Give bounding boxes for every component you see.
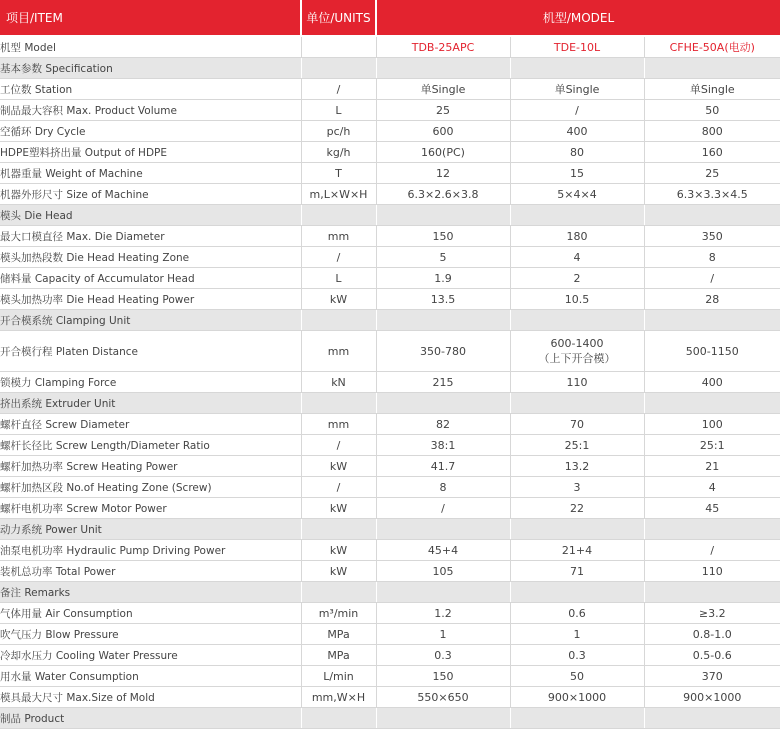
- table-row: [0, 435, 780, 456]
- row-label: 螺杆加热区段 No.of Heating Zone (Screw): [0, 477, 301, 498]
- value-cell: 10.5: [510, 289, 644, 310]
- row-label: 螺杆直径 Screw Diameter: [0, 414, 301, 435]
- section-title: 开合模系统 Clamping Unit: [0, 310, 301, 331]
- value-cell: 25:1: [644, 435, 780, 456]
- value-cell: 13.2: [510, 456, 644, 477]
- empty-cell: [301, 310, 376, 331]
- table-row: [0, 268, 780, 289]
- value-line: 600-1400: [550, 337, 604, 350]
- value-cell: 6.3×3.3×4.5: [644, 184, 780, 205]
- value-cell: 105: [376, 561, 510, 582]
- unit-cell: kW: [301, 289, 376, 310]
- unit-cell: kN: [301, 372, 376, 393]
- row-label: 最大口模直径 Max. Die Diameter: [0, 226, 301, 247]
- value-cell: 1: [376, 624, 510, 645]
- row-label: 气体用量 Air Consumption: [0, 603, 301, 624]
- row-label: HDPE塑料挤出量 Output of HDPE: [0, 142, 301, 163]
- row-label: 螺杆长径比 Screw Length/Diameter Ratio: [0, 435, 301, 456]
- section-row: [0, 58, 780, 79]
- value-cell: 22: [510, 498, 644, 519]
- value-cell: 1.2: [376, 603, 510, 624]
- unit-cell: L/min: [301, 666, 376, 687]
- empty-cell: [376, 58, 510, 79]
- value-cell: 6.3×2.6×3.8: [376, 184, 510, 205]
- unit-cell: mm,W×H: [301, 687, 376, 708]
- empty-cell: [510, 393, 644, 414]
- table-row: [0, 414, 780, 435]
- value-cell: ≥3.2: [644, 603, 780, 624]
- empty-cell: [376, 205, 510, 226]
- value-cell: 550×650: [376, 687, 510, 708]
- section-row: [0, 582, 780, 603]
- value-cell: /: [644, 268, 780, 289]
- table-row: [0, 79, 780, 100]
- empty-cell: [644, 708, 780, 729]
- table-row: [0, 247, 780, 268]
- value-cell: 3: [510, 477, 644, 498]
- section-row: [0, 519, 780, 540]
- model-row: [0, 36, 780, 58]
- value-cell: 41.7: [376, 456, 510, 477]
- unit-cell: /: [301, 477, 376, 498]
- section-row: [0, 708, 780, 729]
- empty-cell: [510, 519, 644, 540]
- value-cell: 0.3: [376, 645, 510, 666]
- value-cell: 900×1000: [510, 687, 644, 708]
- table-row: [0, 561, 780, 582]
- die-rows: [0, 226, 780, 310]
- empty-cell: [644, 582, 780, 603]
- value-cell: /: [644, 540, 780, 561]
- row-label: 制品最大容积 Max. Product Volume: [0, 100, 301, 121]
- empty-cell: [510, 582, 644, 603]
- value-cell: 5×4×4: [510, 184, 644, 205]
- unit-cell: kW: [301, 561, 376, 582]
- value-cell: 0.6: [510, 603, 644, 624]
- value-cell: 50: [644, 100, 780, 121]
- value-cell: 38:1: [376, 435, 510, 456]
- table-row: [0, 687, 780, 708]
- unit-cell: pc/h: [301, 121, 376, 142]
- value-cell: 370: [644, 666, 780, 687]
- header-row: [0, 0, 780, 36]
- row-label: 模具最大尺寸 Max.Size of Mold: [0, 687, 301, 708]
- value-cell: 21: [644, 456, 780, 477]
- value-cell: 160(PC): [376, 142, 510, 163]
- value-cell: 500-1150: [644, 331, 780, 372]
- value-cell: 600: [376, 121, 510, 142]
- section-title: 动力系统 Power Unit: [0, 519, 301, 540]
- value-cell: 350-780: [376, 331, 510, 372]
- table-row: [0, 142, 780, 163]
- value-cell: 900×1000: [644, 687, 780, 708]
- section-row: [0, 310, 780, 331]
- table-row: [0, 645, 780, 666]
- value-cell: 50: [510, 666, 644, 687]
- unit-cell: L: [301, 100, 376, 121]
- value-cell: 150: [376, 226, 510, 247]
- table-row: [0, 603, 780, 624]
- table-row: [0, 121, 780, 142]
- section-title: 基本参数 Specification: [0, 58, 301, 79]
- table-row: [0, 624, 780, 645]
- value-cell: 2: [510, 268, 644, 289]
- value-cell: 8: [376, 477, 510, 498]
- value-cell: 1.9: [376, 268, 510, 289]
- section-title: 制品 Product: [0, 708, 301, 729]
- unit-cell: m,L×W×H: [301, 184, 376, 205]
- empty-cell: [376, 310, 510, 331]
- row-label: 油泵电机功率 Hydraulic Pump Driving Power: [0, 540, 301, 561]
- table-row: [0, 456, 780, 477]
- value-cell: 100: [644, 414, 780, 435]
- unit-cell: kg/h: [301, 142, 376, 163]
- row-label: 装机总功率 Total Power: [0, 561, 301, 582]
- empty-cell: [376, 708, 510, 729]
- unit-cell: mm: [301, 226, 376, 247]
- empty-cell: [510, 58, 644, 79]
- value-cell: 82: [376, 414, 510, 435]
- remarks-rows: [0, 603, 780, 708]
- unit-cell: kW: [301, 498, 376, 519]
- value-cell: 0.5-0.6: [644, 645, 780, 666]
- row-label: 锁模力 Clamping Force: [0, 372, 301, 393]
- empty-cell: [301, 58, 376, 79]
- table-row: [0, 477, 780, 498]
- section-title: 备注 Remarks: [0, 582, 301, 603]
- model-name: TDE-10L: [510, 36, 644, 58]
- unit-cell: L: [301, 268, 376, 289]
- row-label: 机器外形尺寸 Size of Machine: [0, 184, 301, 205]
- value-cell: 80: [510, 142, 644, 163]
- empty-cell: [301, 519, 376, 540]
- section-row: [0, 205, 780, 226]
- unit-cell: /: [301, 435, 376, 456]
- value-cell: 400: [644, 372, 780, 393]
- value-cell: 12: [376, 163, 510, 184]
- empty-cell: [510, 310, 644, 331]
- value-cell: 0.8-1.0: [644, 624, 780, 645]
- unit-cell: /: [301, 247, 376, 268]
- empty-cell: [510, 205, 644, 226]
- value-cell: 180: [510, 226, 644, 247]
- value-cell: 15: [510, 163, 644, 184]
- empty-cell: [644, 310, 780, 331]
- value-cell: 4: [510, 247, 644, 268]
- spec-rows: [0, 79, 780, 205]
- unit-cell: /: [301, 79, 376, 100]
- value-cell: 25: [644, 163, 780, 184]
- empty-cell: [644, 519, 780, 540]
- extruder-rows: [0, 414, 780, 519]
- row-label: 螺杆电机功率 Screw Motor Power: [0, 498, 301, 519]
- empty-cell: [301, 708, 376, 729]
- value-cell: 160: [644, 142, 780, 163]
- value-cell: 4: [644, 477, 780, 498]
- value-cell: 70: [510, 414, 644, 435]
- empty-cell: [510, 708, 644, 729]
- unit-cell: mm: [301, 414, 376, 435]
- value-cell: 215: [376, 372, 510, 393]
- model-name: CFHE-50A(电动): [644, 36, 780, 58]
- model-name: TDB-25APC: [376, 36, 510, 58]
- value-cell: 1: [510, 624, 644, 645]
- empty-cell: [301, 582, 376, 603]
- unit-cell: kW: [301, 540, 376, 561]
- value-cell: /: [376, 498, 510, 519]
- unit-cell: T: [301, 163, 376, 184]
- value-cell: 单Single: [510, 79, 644, 100]
- value-cell: 8: [644, 247, 780, 268]
- value-cell: 110: [510, 372, 644, 393]
- row-label: 机器重量 Weight of Machine: [0, 163, 301, 184]
- empty-cell: [644, 393, 780, 414]
- value-cell: [510, 331, 644, 372]
- empty-cell: [376, 519, 510, 540]
- table-row: [0, 163, 780, 184]
- power-rows: [0, 540, 780, 582]
- row-label: 机型 Model: [0, 36, 301, 58]
- table-row: [0, 184, 780, 205]
- row-label: 空循环 Dry Cycle: [0, 121, 301, 142]
- value-cell: 350: [644, 226, 780, 247]
- value-cell: 13.5: [376, 289, 510, 310]
- table-row: [0, 289, 780, 310]
- value-cell: 0.3: [510, 645, 644, 666]
- empty-cell: [376, 582, 510, 603]
- table-row: [0, 372, 780, 393]
- header-item: 项目/ITEM: [0, 0, 301, 36]
- row-label: 冷却水压力 Cooling Water Pressure: [0, 645, 301, 666]
- value-cell: 45+4: [376, 540, 510, 561]
- table-row: [0, 666, 780, 687]
- value-subline: （上下开合模）: [538, 352, 616, 365]
- empty-cell: [644, 205, 780, 226]
- unit-cell: m³/min: [301, 603, 376, 624]
- value-cell: 5: [376, 247, 510, 268]
- row-label: 模头加热段数 Die Head Heating Zone: [0, 247, 301, 268]
- row-label: 螺杆加热功率 Screw Heating Power: [0, 456, 301, 477]
- value-cell: 400: [510, 121, 644, 142]
- value-cell: 800: [644, 121, 780, 142]
- section-row: [0, 393, 780, 414]
- value-cell: 45: [644, 498, 780, 519]
- row-label: 开合模行程 Platen Distance: [0, 331, 301, 372]
- row-label: 储料量 Capacity of Accumulator Head: [0, 268, 301, 289]
- row-label: 模头加热功率 Die Head Heating Power: [0, 289, 301, 310]
- header-model: 机型/MODEL: [376, 0, 780, 36]
- clamp-rows: [0, 372, 780, 393]
- empty-cell: [301, 205, 376, 226]
- unit-cell: MPa: [301, 645, 376, 666]
- table-row: [0, 540, 780, 561]
- row-label: 吹气压力 Blow Pressure: [0, 624, 301, 645]
- value-cell: 25: [376, 100, 510, 121]
- table-row: [0, 331, 780, 372]
- unit-cell: kW: [301, 456, 376, 477]
- row-label: 工位数 Station: [0, 79, 301, 100]
- unit-cell: mm: [301, 331, 376, 372]
- table-row: [0, 226, 780, 247]
- row-label: 用水量 Water Consumption: [0, 666, 301, 687]
- empty-cell: [644, 58, 780, 79]
- value-cell: 单Single: [376, 79, 510, 100]
- value-cell: 单Single: [644, 79, 780, 100]
- value-cell: 21+4: [510, 540, 644, 561]
- header-units: 单位/UNITS: [301, 0, 376, 36]
- section-title: 挤出系统 Extruder Unit: [0, 393, 301, 414]
- section-title: 模头 Die Head: [0, 205, 301, 226]
- empty-cell: [301, 393, 376, 414]
- table-row: [0, 498, 780, 519]
- value-cell: 28: [644, 289, 780, 310]
- table-row: [0, 100, 780, 121]
- empty-cell: [376, 393, 510, 414]
- value-cell: 25:1: [510, 435, 644, 456]
- value-cell: 150: [376, 666, 510, 687]
- value-cell: /: [510, 100, 644, 121]
- value-cell: 110: [644, 561, 780, 582]
- unit-cell: [301, 36, 376, 58]
- value-cell: 71: [510, 561, 644, 582]
- unit-cell: MPa: [301, 624, 376, 645]
